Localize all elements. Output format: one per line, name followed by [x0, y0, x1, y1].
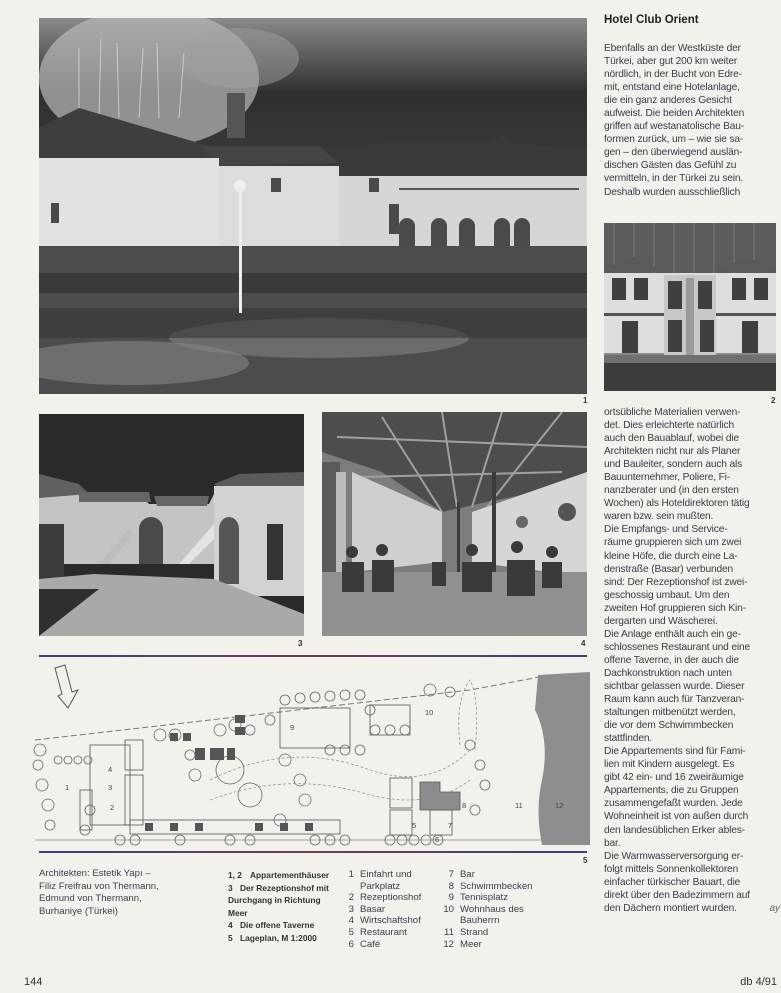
legend-num: 11	[444, 926, 454, 938]
text-line: sichtbar gelassen wurde. Dieser	[604, 680, 745, 692]
text-line-last: den Dächern montiert wurden.	[604, 902, 737, 914]
caption-row	[228, 894, 329, 907]
issue-label: db 4/91	[740, 976, 777, 988]
legend-num: 4	[348, 915, 354, 927]
legend-num: 3	[348, 903, 354, 915]
plan-label-5: 5	[412, 821, 417, 830]
text-line: ortsübliche Materialien verwen-	[604, 407, 741, 418]
photo-open-tavern	[322, 412, 587, 636]
legend-text: Rezeptionshof	[360, 892, 422, 904]
legend-text: Restaurant	[360, 926, 407, 938]
legend-text: Tennisplatz	[460, 892, 508, 904]
plan-label-9: 9	[290, 723, 295, 732]
figure-number-2: 2	[771, 396, 776, 405]
text-line: Appartements, die zu Gruppen	[604, 785, 739, 797]
figure-captions	[228, 869, 329, 944]
caption-text: Meer	[228, 907, 248, 918]
legend-row	[338, 904, 421, 916]
legend-row	[438, 904, 533, 916]
text-line: gibt 42 ein- und 16 zweiräumige	[604, 772, 744, 784]
figure-number-3: 3	[298, 639, 303, 648]
body-text-top	[604, 42, 780, 199]
pool-shape	[420, 782, 460, 810]
text-line: offene Taverne, in der auch die	[604, 654, 739, 666]
photo-1-illustration	[39, 18, 587, 394]
caption-num: 4	[228, 920, 233, 930]
figure-number-4: 4	[581, 639, 586, 648]
photo-3-illustration	[39, 414, 304, 636]
legend-text: Einfahrt und	[360, 869, 412, 880]
caption-row	[228, 932, 329, 945]
plan-label-8: 8	[462, 801, 467, 810]
plan-bottom-rule	[39, 851, 587, 853]
text-line: den landesüblichen Erker ables-	[604, 824, 745, 836]
text-line: mit, entstand eine Hotelanlage,	[604, 82, 740, 94]
legend-text: Bauherrn	[460, 915, 500, 927]
text-line: Türkei, aber gut 200 km weiter	[604, 56, 738, 68]
text-line: folgt mittels Sonnenkollektoren	[604, 863, 739, 875]
text-line: dischen Gästen das Gefühl zu	[604, 160, 737, 172]
caption-row	[228, 907, 329, 920]
legend-row	[338, 915, 421, 927]
legend-row	[438, 881, 533, 893]
sea-area	[535, 672, 590, 845]
photo-reception-courtyard	[39, 414, 304, 636]
text-line: direkt über den Badezimmern auf	[604, 889, 750, 901]
caption-row	[228, 882, 329, 895]
text-line: aufweist. Die beiden Architekten	[604, 108, 745, 120]
text-line: schlossenes Restaurant und eine	[604, 641, 750, 653]
plan-label-10: 10	[425, 708, 434, 717]
author-initials: ay	[769, 902, 780, 914]
text-line: griffen auf westanatolische Bau-	[604, 121, 744, 133]
text-line: Die Warmwasserversorgung er-	[604, 850, 744, 862]
text-line: auch den Bauablauf, wobei die	[604, 433, 739, 445]
caption-text: Durchgang in Richtung	[228, 895, 321, 905]
text-line: zusammengefaßt wurden. Jede	[604, 798, 743, 810]
legend-text: Strand	[460, 926, 489, 938]
text-line: formen zurück, um – wie sie sa-	[604, 134, 744, 146]
credit-line: Burhaniye (Türkei)	[39, 905, 118, 917]
legend-num	[338, 881, 354, 893]
text-line: waren bzw. sein mußten.	[604, 511, 714, 523]
legend-row	[338, 869, 421, 881]
text-line: räume gruppieren sich um zwei	[604, 537, 742, 549]
legend-row	[338, 881, 421, 893]
legend-row	[338, 939, 421, 951]
text-line: geschossig umbaut. Um den	[604, 589, 730, 601]
text-line: lien mit Kindern ausgelegt. Es	[604, 759, 735, 771]
plan-legend-left	[338, 869, 421, 950]
credit-line: Edmund von Thermann,	[39, 893, 142, 904]
text-line: bar.	[604, 837, 621, 849]
legend-text: Meer	[460, 938, 482, 950]
text-line: Bauunternehmer, Poliere, Fi-	[604, 472, 731, 484]
text-line: zweiten Hof gruppieren sich Kin-	[604, 602, 746, 614]
caption-num: 3	[228, 882, 233, 893]
text-line: die ein ganz anderes Gesicht	[604, 95, 732, 107]
text-line: stattfinden.	[604, 733, 653, 745]
architect-credits	[39, 868, 219, 918]
text-line: Wochen) als Hoteldirektoren tätig	[604, 498, 750, 510]
legend-text: Bar	[460, 869, 475, 880]
text-line	[604, 902, 780, 915]
text-line: sind: Der Rezeptionshof ist zwei-	[604, 576, 748, 588]
legend-num: 6	[348, 938, 354, 950]
plan-legend-right	[438, 869, 533, 950]
legend-row	[338, 927, 421, 939]
photo-2-illustration	[604, 223, 776, 391]
photo-apartment-houses-overview	[39, 18, 587, 394]
legend-row	[438, 939, 533, 951]
legend-text: Café	[360, 938, 381, 950]
legend-num: 12	[443, 938, 454, 950]
legend-text: Basar	[360, 903, 386, 915]
text-line: Wohneinheit ist von außen durch	[604, 811, 749, 823]
caption-num: 1, 2	[228, 870, 242, 880]
figure-number-5: 5	[583, 856, 588, 865]
legend-row	[338, 892, 421, 904]
text-line: staltungen mitbenützt werden,	[604, 707, 736, 719]
photo-4-illustration	[322, 412, 587, 636]
legend-text: Wohnhaus des	[460, 903, 524, 915]
plan-label-3: 3	[108, 783, 113, 792]
legend-num	[438, 915, 454, 927]
legend-num: 9	[448, 892, 454, 904]
legend-row	[438, 927, 533, 939]
caption-text: Lageplan, M 1:2000	[240, 932, 317, 943]
plan-top-rule	[39, 655, 587, 657]
photo-apartment-facade	[604, 223, 776, 391]
text-line: Raum kann auch für Tanzveran-	[604, 694, 745, 706]
article-title: Hotel Club Orient	[604, 14, 699, 26]
text-line: Architekten nicht nur als Planer	[604, 446, 741, 458]
text-line: vermitteln, in der Türkei zu sein.	[604, 173, 744, 185]
plan-label-12: 12	[555, 801, 564, 810]
caption-num: 5	[228, 932, 233, 943]
text-line: nördlich, in der Bucht von Edre-	[604, 69, 742, 81]
legend-text: Wirtschaftshof	[360, 915, 421, 927]
caption-text: Die offene Taverne	[240, 920, 315, 930]
page-number: 144	[24, 976, 43, 988]
text-line: einfacher türkischer Bauart, die	[604, 876, 741, 888]
legend-row	[438, 869, 533, 881]
text-line: die vor dem Schwimmbecken	[604, 720, 734, 732]
text-line: kleine Höfe, die durch eine La-	[604, 550, 738, 562]
text-line: Die Empfangs- und Service-	[604, 524, 728, 536]
caption-text: Der Rezeptionshof mit	[240, 882, 329, 893]
legend-num: 8	[448, 880, 454, 892]
plan-label-2: 2	[110, 803, 115, 812]
text-line: Die Anlage enthält auch ein ge-	[604, 628, 741, 640]
caption-text: Appartementhäuser	[250, 870, 330, 880]
text-line: denstraße (Basar) verbunden	[604, 563, 734, 575]
body-text-bottom	[604, 406, 780, 915]
text-line: dergarten und Wäscherei.	[604, 615, 718, 627]
plan-label-4: 4	[108, 765, 113, 774]
site-plan-drawing	[30, 660, 590, 850]
legend-num: 5	[348, 926, 354, 938]
caption-row	[228, 919, 329, 932]
credit-line: Architekten: Estetik Yapı –	[39, 868, 151, 879]
plan-label-11: 11	[515, 801, 523, 810]
legend-num: 1	[348, 869, 354, 880]
text-line: Die Appartements sind für Fami-	[604, 746, 746, 758]
legend-num: 10	[443, 903, 454, 915]
text-line: Dachkonstruktion nach unten	[604, 667, 732, 679]
legend-num: 7	[448, 869, 454, 880]
figure-number-1: 1	[583, 396, 588, 405]
legend-row	[438, 892, 533, 904]
text-line: nanzberater und (in den ersten	[604, 485, 739, 497]
text-line: Deshalb wurden ausschließlich	[604, 186, 741, 198]
text-line: det. Dies erleichterte natürlich	[604, 420, 734, 432]
legend-row	[438, 915, 533, 927]
legend-text: Schwimmbecken	[460, 880, 533, 892]
legend-text: Parkplatz	[360, 880, 400, 892]
plan-label-6: 6	[435, 835, 440, 844]
text-line: Ebenfalls an der Westküste der	[604, 43, 741, 54]
text-line: und Bauleiter, sondern auch als	[604, 459, 743, 471]
caption-row	[228, 869, 329, 882]
legend-num: 2	[348, 892, 354, 904]
text-line: gen – den überwiegend auslän-	[604, 147, 743, 159]
site-plan	[30, 660, 590, 850]
credit-line: Filiz Freifrau von Thermann,	[39, 880, 159, 892]
plan-label-7: 7	[448, 821, 453, 830]
plan-label-1: 1	[65, 783, 70, 792]
north-arrow-icon	[55, 665, 78, 708]
